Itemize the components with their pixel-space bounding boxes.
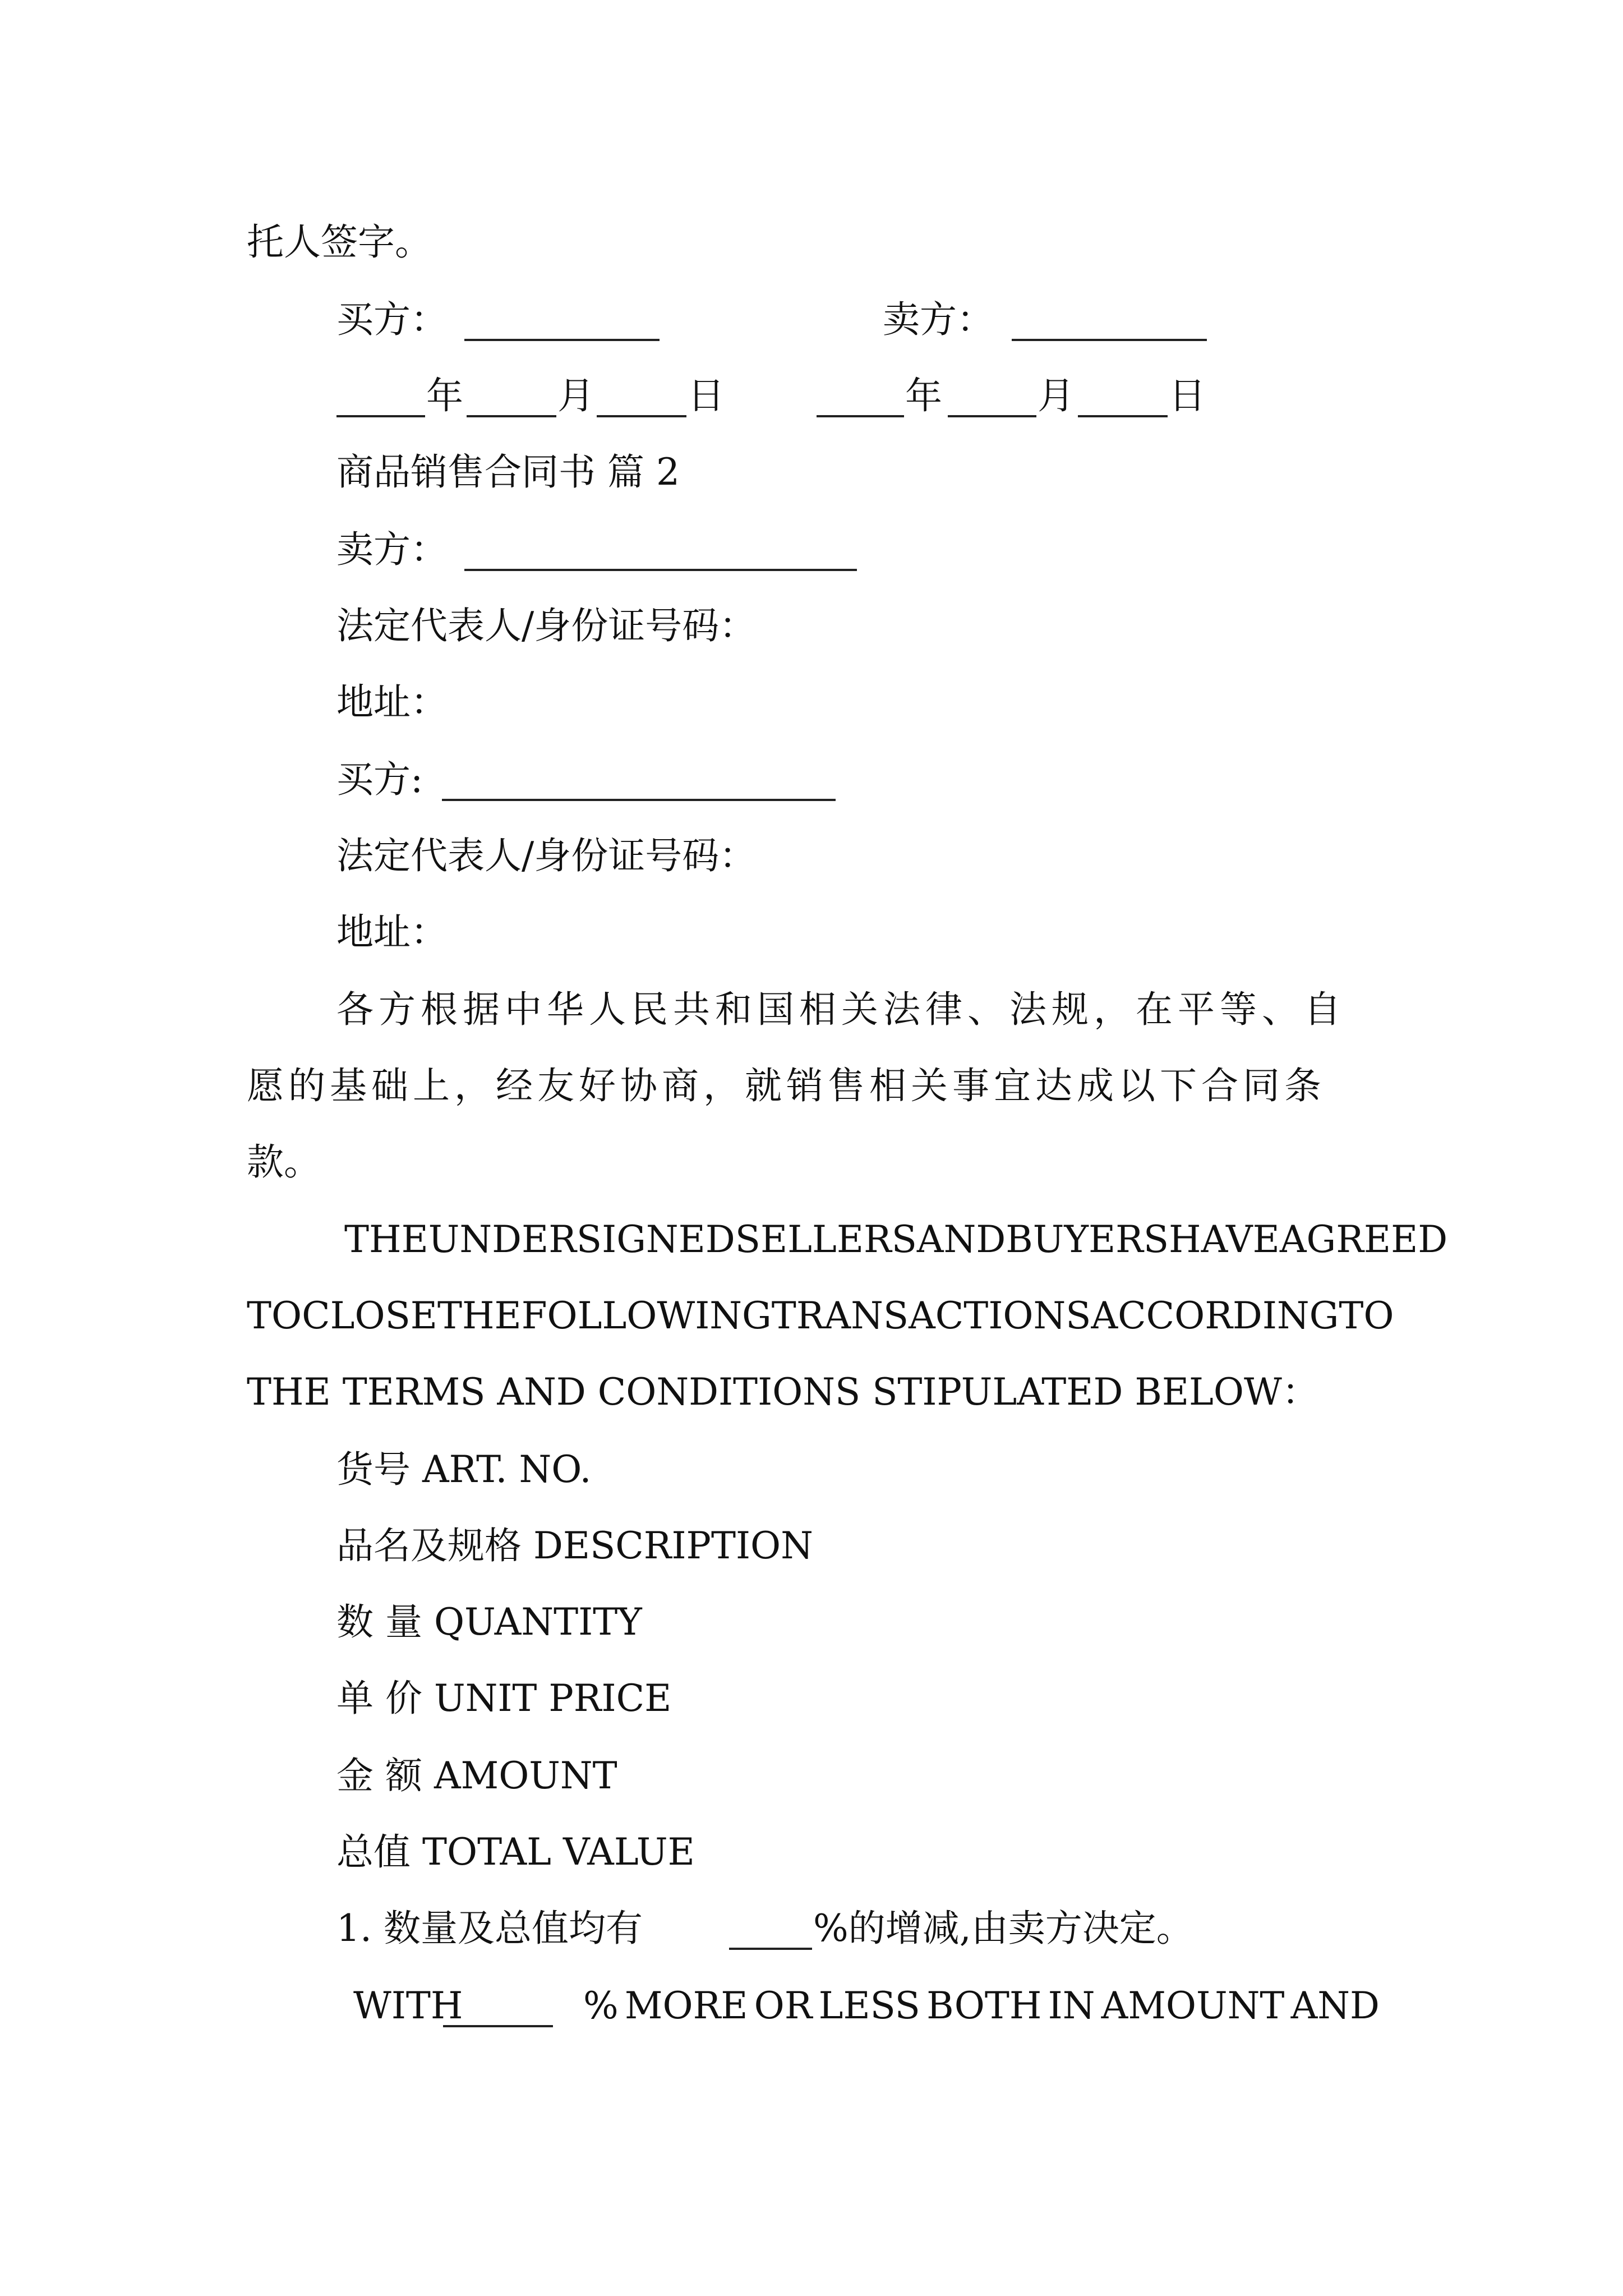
english-word: BUYERS [1006, 1218, 1169, 1261]
buyer-field-blank [442, 797, 836, 801]
buyer-label: 买方： [336, 298, 448, 341]
field-total-value: 总值 TOTAL VALUE [336, 1830, 695, 1874]
year-label-1: 年 [426, 374, 463, 417]
legal-rep-label-1: 法定代表人/身份证号码： [336, 604, 757, 647]
seller-field-label: 卖方： [336, 528, 448, 571]
legal-rep-label-2: 法定代表人/身份证号码： [336, 834, 757, 877]
english-word: SELLERS [735, 1218, 917, 1261]
field-quantity: 数 量 QUANTITY [336, 1600, 642, 1644]
english-word: ACCORDING [1091, 1294, 1339, 1337]
english-word: % [583, 1984, 619, 2027]
english-word: FOLLOWING [521, 1294, 772, 1337]
paragraph-cn-line-3: 款。 [247, 1140, 321, 1184]
line-amount [0, 1748, 1623, 1804]
english-word: AND [916, 1218, 1006, 1261]
seller-blank [1012, 337, 1207, 341]
line-art-no [0, 1442, 1623, 1498]
day-blank-1 [597, 413, 686, 417]
paragraph-cn-line-1: 各方根据中华人民共和国相关法律、法规，在平等、自 [336, 988, 1346, 1031]
english-word: CLOSE [302, 1294, 437, 1337]
with-word: WITH [353, 1984, 463, 2027]
address-label-1: 地址： [336, 680, 448, 724]
paragraph-cn-line-2: 愿的基础上，经友好协商，就销售相关事宜达成以下合同条 [247, 1064, 1326, 1107]
english-word: MORE [624, 1984, 748, 2027]
english-word: IN [1048, 1984, 1095, 2027]
english-word: AMOUNT [1101, 1984, 1285, 2027]
address-label-2: 地址： [336, 910, 448, 954]
english-word: UNDERSIGNED [428, 1218, 735, 1261]
month-blank-1 [467, 413, 556, 417]
buyer-blank [464, 337, 660, 341]
field-description: 品名及规格 DESCRIPTION [336, 1524, 813, 1567]
line-description [0, 1518, 1623, 1574]
english-word: TRANSACTIONS [771, 1294, 1091, 1337]
line-unit-price [0, 1671, 1623, 1727]
english-word: TO [247, 1294, 302, 1337]
month-label-1: 月 [557, 374, 594, 417]
english-line-3: THE TERMS AND CONDITIONS STIPULATED BELOW： [247, 1370, 1319, 1414]
section-title: 商品销售合同书 篇 2 [336, 450, 680, 494]
line-address-1 [0, 674, 1623, 730]
line-buyer-seller [0, 292, 1623, 348]
month-blank-2 [948, 413, 1036, 417]
line-signature-note [0, 214, 1623, 270]
line-para-cn-1 [0, 982, 1623, 1038]
english-word: AND [1290, 1984, 1380, 2027]
line-dates [0, 368, 1623, 424]
year-blank-2 [817, 413, 904, 417]
line-para-cn-3 [0, 1134, 1623, 1190]
signature-note: 托人签字。 [247, 220, 432, 264]
line-buyer [0, 752, 1623, 808]
english-word: LESS [818, 1984, 920, 2027]
line-clause-1 [0, 1901, 1623, 1957]
english-word: OR [754, 1984, 813, 2027]
line-english-3 [0, 1364, 1623, 1420]
with-percent-blank [443, 2023, 553, 2027]
clause-1-end: %的增减,由卖方决定。 [813, 1907, 1193, 1950]
field-unit-price: 单 价 UNIT PRICE [336, 1677, 672, 1720]
english-word: BOTH [926, 1984, 1042, 2027]
seller-label: 卖方： [883, 298, 994, 341]
line-quantity [0, 1594, 1623, 1650]
field-amount: 金 额 AMOUNT [336, 1754, 617, 1797]
day-label-1: 日 [688, 374, 725, 417]
english-word: AGREED [1279, 1218, 1448, 1261]
english-line-2 [247, 1288, 1394, 1344]
line-para-cn-2 [0, 1058, 1623, 1114]
english-word: THE [437, 1294, 522, 1337]
clause-1-percent-blank [729, 1945, 812, 1950]
with-clause-words [583, 1978, 1380, 2034]
line-legal-rep-1 [0, 598, 1623, 654]
buyer-field-label: 买方: [336, 758, 423, 801]
english-word: HAVE [1169, 1218, 1280, 1261]
year-blank-1 [336, 413, 425, 417]
day-blank-2 [1078, 413, 1168, 417]
english-word: THE [344, 1218, 428, 1261]
field-art-no: 货号 ART. NO. [336, 1448, 592, 1491]
month-label-2: 月 [1038, 374, 1075, 417]
line-total-value [0, 1824, 1623, 1880]
line-address-2 [0, 904, 1623, 960]
english-line-1 [344, 1212, 1448, 1268]
line-section-title [0, 444, 1623, 500]
clause-1-start: 1. 数量及总值均有 [336, 1907, 643, 1950]
day-label-2: 日 [1169, 374, 1206, 417]
seller-field-blank [464, 567, 857, 571]
line-seller [0, 522, 1623, 578]
line-legal-rep-2 [0, 828, 1623, 884]
english-word: TO [1339, 1294, 1394, 1337]
year-label-2: 年 [905, 374, 942, 417]
